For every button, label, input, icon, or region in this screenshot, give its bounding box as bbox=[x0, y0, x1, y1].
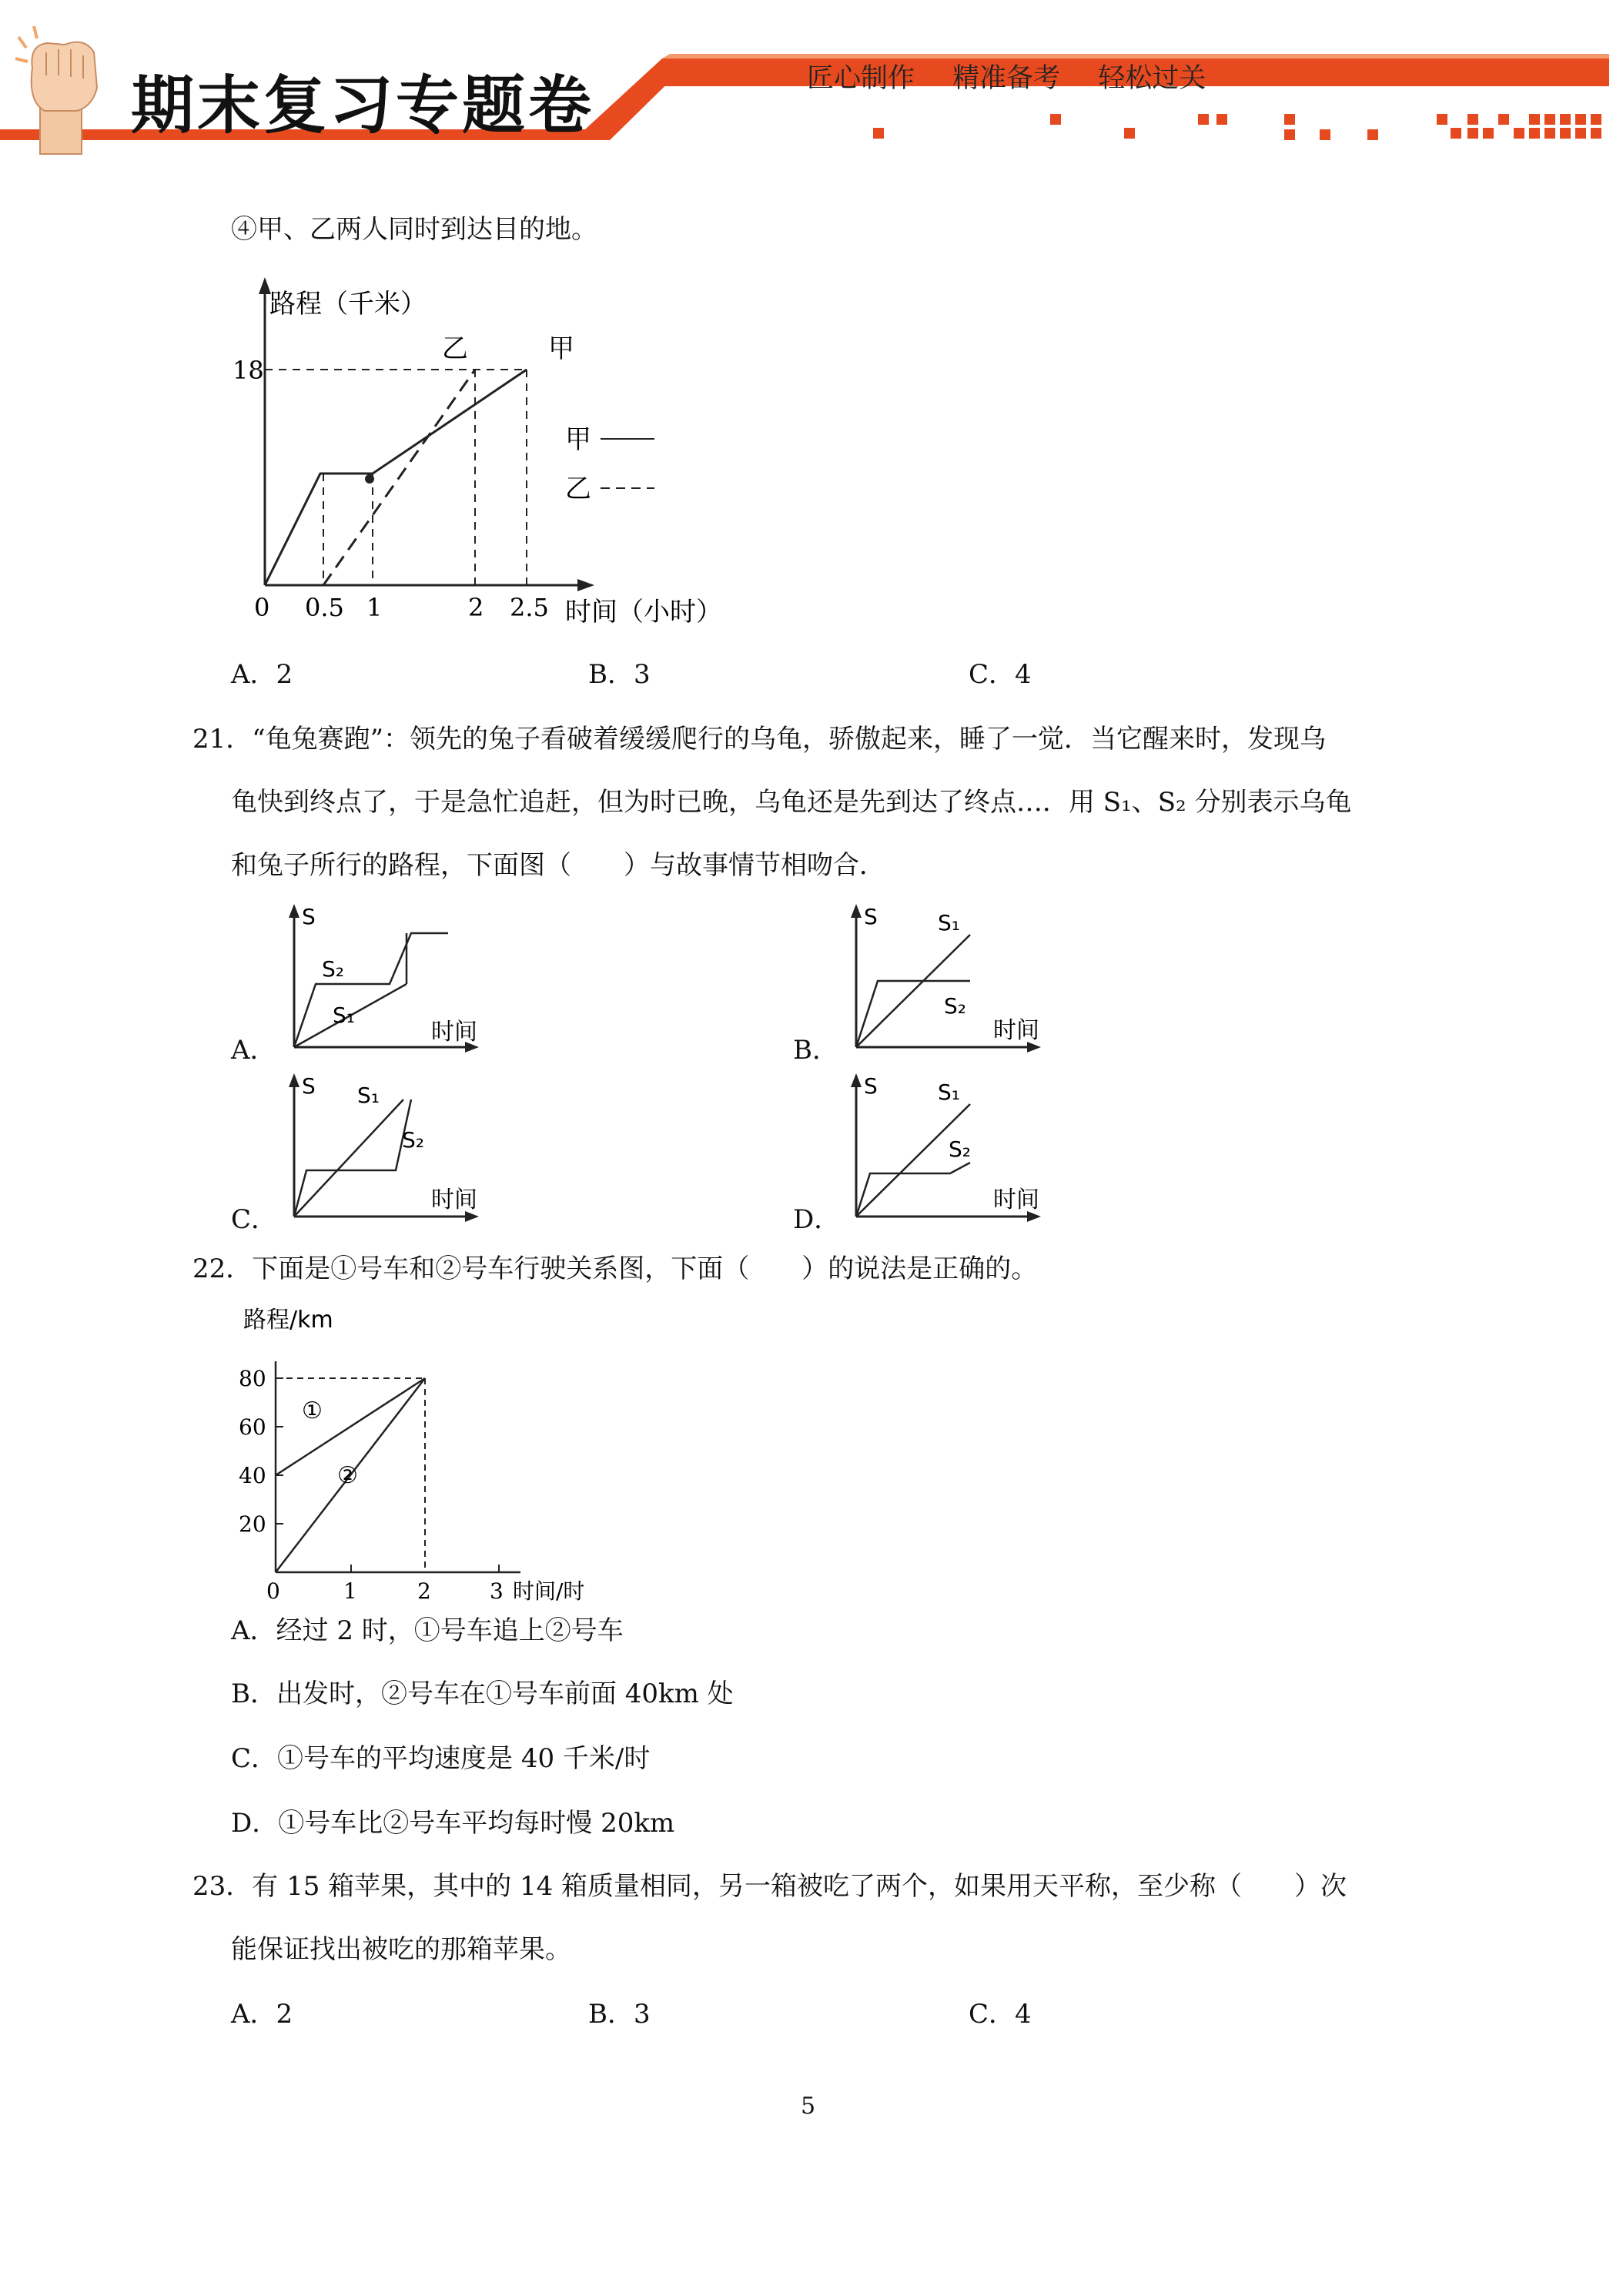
q22-line-car1 bbox=[276, 1378, 425, 1475]
q22-ytick-20: 20 bbox=[239, 1511, 266, 1537]
q22-xtick-0: 0 bbox=[266, 1578, 280, 1602]
q20-label-jia: 甲 bbox=[548, 333, 574, 364]
q20-option-b: B．3 bbox=[588, 659, 651, 690]
q21b-s2-label: S₂ bbox=[944, 993, 966, 1019]
q23-option-a: A．2 bbox=[231, 1999, 293, 2030]
q21-graph-c bbox=[277, 1070, 500, 1232]
slogan-3: 轻松过关 bbox=[1098, 63, 1206, 94]
q23-line-2: 能保证找出被吃的那箱苹果。 bbox=[231, 1934, 571, 1965]
q22-line-1: 22．下面是①号车和②号车行驶关系图，下面（ ）的说法是正确的。 bbox=[192, 1253, 1038, 1284]
q23-option-c: C．4 bbox=[969, 1999, 1032, 2030]
q20-statement-4: ④甲、乙两人同时到达目的地。 bbox=[231, 214, 597, 245]
q22-option-c: C．①号车的平均速度是 40 千米/时 bbox=[231, 1743, 651, 1774]
q21c-s-label: S bbox=[302, 1073, 316, 1099]
q21-line-2: 龟快到终点了，于是急忙追赶，但为时已晚，乌龟还是先到达了终点…．用 S₁、S₂ 分别表示乌龟 bbox=[231, 787, 1352, 818]
q22-xtick-2: 2 bbox=[417, 1578, 431, 1602]
q22-option-a: A．经过 2 时，①号车追上②号车 bbox=[231, 1615, 624, 1646]
q21d-time-label: 时间 bbox=[993, 1186, 1039, 1213]
q20-legend-yi: 乙 bbox=[565, 474, 591, 504]
page-number: 5 bbox=[801, 2093, 816, 2120]
q21b-s1-label: S₁ bbox=[938, 910, 960, 935]
q22-xlabel: 时间/时 bbox=[513, 1578, 585, 1602]
q22-ytick-40: 40 bbox=[239, 1463, 266, 1488]
line-yi bbox=[323, 370, 475, 585]
q21-line-3: 和兔子所行的路程，下面图（ ）与故事情节相吻合． bbox=[231, 850, 885, 881]
q20-graph bbox=[223, 277, 747, 631]
q20-xtick-1: 1 bbox=[366, 593, 383, 622]
q22-label-car2: ② bbox=[337, 1462, 358, 1489]
q21a-s1-label: S₁ bbox=[333, 1002, 355, 1028]
q20-ylabel: 路程（千米） bbox=[269, 289, 427, 320]
q22-ytick-80: 80 bbox=[239, 1366, 266, 1391]
header-slogans bbox=[807, 57, 1235, 95]
q21c-s2-label: S₂ bbox=[402, 1127, 424, 1153]
q21b-time-label: 时间 bbox=[993, 1017, 1039, 1044]
q22-label-car1: ① bbox=[302, 1397, 323, 1424]
q21-option-b-label: B． bbox=[793, 1035, 838, 1066]
q20-xtick-0: 0 bbox=[254, 593, 270, 622]
q21c-time-label: 时间 bbox=[431, 1186, 477, 1213]
q21d-s-label: S bbox=[864, 1073, 878, 1099]
q21d-s2-label: S₂ bbox=[949, 1136, 971, 1162]
q21a-s-label: S bbox=[302, 904, 316, 929]
q20-xtick-2: 2 bbox=[468, 593, 484, 622]
line-jia bbox=[265, 370, 527, 585]
header-title: 期末复习专题卷 bbox=[131, 69, 595, 142]
q21a-time-label: 时间 bbox=[431, 1019, 477, 1046]
q20-xtick-0.5: 0.5 bbox=[305, 593, 344, 622]
q21-option-a-label: A． bbox=[231, 1035, 276, 1066]
q21-option-c-label: C． bbox=[231, 1204, 278, 1235]
q22-option-b: B．出发时，②号车在①号车前面 40km 处 bbox=[231, 1678, 734, 1709]
q22-xtick-3: 3 bbox=[490, 1578, 504, 1602]
q21b-s-label: S bbox=[864, 904, 878, 929]
q20-ytick-18: 18 bbox=[233, 356, 264, 385]
q20-legend-jia: 甲 bbox=[565, 424, 591, 455]
q21c-s1-label: S₁ bbox=[357, 1083, 380, 1108]
q22-xtick-1: 1 bbox=[343, 1578, 357, 1602]
fist-icon bbox=[11, 22, 119, 160]
q21-graph-d bbox=[839, 1070, 1062, 1232]
q22-ytick-60: 60 bbox=[239, 1414, 266, 1440]
slogan-2: 精准备考 bbox=[952, 63, 1061, 94]
slogan-1: 匠心制作 bbox=[807, 63, 915, 94]
q21a-s2-label: S₂ bbox=[322, 956, 344, 982]
q20-label-yi: 乙 bbox=[442, 333, 468, 364]
q20-option-c: C．4 bbox=[969, 659, 1032, 690]
q23-line-1: 23．有 15 箱苹果，其中的 14 箱质量相同，另一箱被吃了两个，如果用天平称，至少称（ ）次 bbox=[192, 1871, 1347, 1902]
q23-option-b: B．3 bbox=[588, 1999, 651, 2030]
q21d-s1-label: S₁ bbox=[938, 1079, 960, 1105]
q22-option-d: D．①号车比②号车平均每时慢 20km bbox=[231, 1808, 675, 1839]
q20-xlabel: 时间（小时） bbox=[565, 597, 722, 628]
q22-ylabel: 路程/km bbox=[243, 1307, 333, 1334]
q22-graph bbox=[228, 1301, 628, 1602]
q21-line-1: 21．“龟兔赛跑”：领先的兔子看破着缓缓爬行的乌龟，骄傲起来，睡了一觉．当它醒来时，发现乌 bbox=[192, 724, 1327, 755]
q20-xtick-2.5: 2.5 bbox=[510, 593, 549, 622]
q20-option-a: A．2 bbox=[231, 659, 293, 690]
q21-graph-a bbox=[277, 901, 500, 1063]
q21-graph-b bbox=[839, 901, 1062, 1063]
q21-option-d-label: D． bbox=[793, 1204, 841, 1235]
